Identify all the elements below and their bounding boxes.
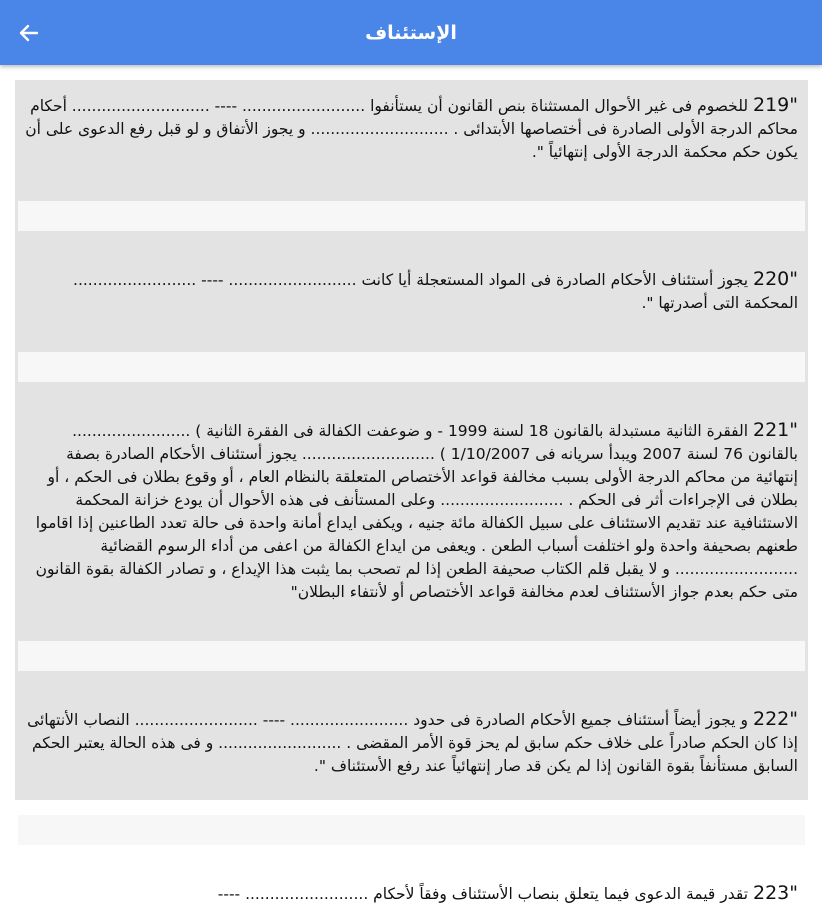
divider <box>18 352 805 382</box>
divider <box>18 641 805 671</box>
article-text: و يجوز أيضاً أستئناف جميع الأحكام الصادرة فى حدود ........................ ---- ......................... النصاب الأنتهائى إذا كان الحكم صادراً على خلاف حكم سابق لم يحز قوة الأمر المقضى . ......................... و فى هذه الحالة يعتبر الحكم السابق مستأنفاً بقوة القانون إذا لم يكن قد صار إنتهائياً عند رفع الأستئناف ". <box>27 711 798 775</box>
article-number: "219 <box>752 94 798 116</box>
page-title: الإستئناف <box>365 21 457 44</box>
article-number: "222 <box>752 708 798 730</box>
article-number: "223 <box>752 882 798 904</box>
article-222 <box>15 708 808 778</box>
article-text: تقدر قيمة الدعوى فيما يتعلق بنصاب الأستئناف وفقاً لأحكام ......................... ---- <box>217 885 749 903</box>
articles-list <box>15 80 808 904</box>
article-221 <box>15 419 808 604</box>
divider <box>18 815 805 845</box>
article-220 <box>15 268 808 315</box>
article-223 <box>15 882 808 906</box>
divider <box>18 201 805 231</box>
article-text: يجوز أستئناف الأحكام الصادرة فى المواد المستعجلة أيا كانت .......................... ---- ......................... المحكمة التى أصدرتها ". <box>73 271 798 312</box>
article-number: "220 <box>752 268 798 290</box>
article-number: "221 <box>752 419 798 441</box>
article-text: للخصوم فى غير الأحوال المستثناة بنص القانون أن يستأنفوا ......................... ---- ............................ أحكام محاكم الدرجة الأولى الصادرة فى أختصاصها الأبتدائى . ............................ و يجوز الأتفاق و لو قبل رفع الدعوى على أن يكون حكم محكمة الدرجة الأولى إنتهائياً ". <box>25 97 798 161</box>
app-bar <box>0 0 822 65</box>
article-219 <box>15 80 808 164</box>
article-text: الفقرة الثانية مستبدلة بالقانون 18 لسنة 1999 - و ضوعفت الكفالة فى الفقرة الثانية ) ........................ بالقانون 76 لسنة 2007 ويبدأ سريانه فى 1/10/2007 ) ........................... يجوز أستئناف الأحكام الصادرة بصفة إنتهائية من محاكم الدرجة الأولى بسبب مخالفة قواعد الأختصاص المتعلقة بالنظام العام ، أو وقوع بطلان فى الحكم ، أو بطلان فى الإجراءات أثر فى الحكم . ......................... وعلى المستأنف فى هذه الأحوال أن يودع خزانة المحكمة الاستئنافية عند تقديم الاستئناف على سبيل الكفالة مائة جنيه ، ويكفى ايداع أمانة واحدة فى حالة تعدد الطاعنين إذا اقاموا طعنهم بصحيفة واحدة ولو اختلفت أسباب الطعن . ويعفى من ايداع الكفالة من اعفى من أداء الرسوم القضائية ......................... و لا يقبل قلم الكتاب صحيفة الطعن إذا لم تصحب بما يثبت هذا الإيداع ، و تصادر الكفالة بقوة القانون متى حكم بعدم جواز الأستئناف لعدم مخالفة قواعد الأختصاص أو لأنتفاء البطلان" <box>35 422 798 601</box>
